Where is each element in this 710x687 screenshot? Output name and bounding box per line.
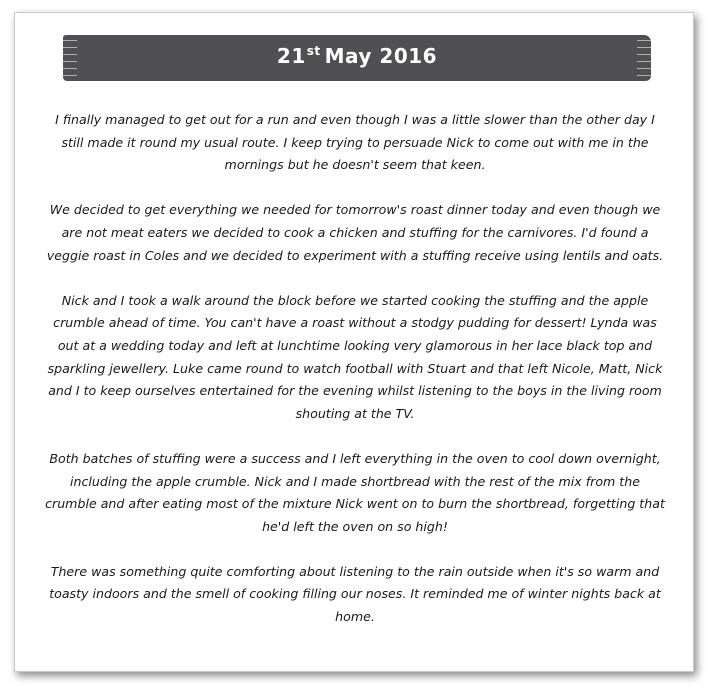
date-banner — [63, 35, 651, 81]
paragraph: Nick and I took a walk around the block before we started cooking the stuffing and the apple crumble ahead of time. You can't have a roast without a stodgy pudding for dessert! Lynda was out at a wedding today and left at lunchtime looking very glamorous in her lace black top and sparkling jewellery. Luke came round to watch football with Stuart and that left Nicole, Matt, Nick and I to keep ourselves entertained for the evening whilst listening to the boys in the living room shouting at the TV. — [47, 292, 663, 421]
diary-entry — [45, 109, 665, 651]
paragraph: I finally managed to get out for a run and even though I was a little slower than the other day I still made it round my usual route. I keep trying to persuade Nick to come out with me in the mornings but he doesn't seem that keen. — [55, 112, 655, 173]
date-month-year: May 2016 — [324, 44, 438, 68]
paragraph: There was something quite comforting about listening to the rain outside when it's so warm and toasty indoors and the smell of cooking filling our noses. It reminded me of winter nights back at home. — [49, 563, 661, 625]
date-suffix: st — [306, 44, 321, 58]
paragraph: Both batches of stuffing were a success and I left everything in the oven to cool down overnight, including the apple crumble. Nick and I made shortbread with the rest of the mix from the crumble and after eating most of the mixture Nick went on to burn the shortbread, forgetting that he'd left the oven on so high! — [45, 450, 665, 534]
date-day: 21 — [276, 44, 306, 68]
diary-page — [14, 12, 694, 672]
paragraph: We decided to get everything we needed for tomorrow's roast dinner today and even though we are not meat eaters we decided to cook a chicken and stuffing for the carnivores. I'd found a veggie roast in Coles and we decided to experiment with a stuffing receive using lentils and oats. — [46, 202, 664, 263]
page-title — [63, 44, 651, 68]
